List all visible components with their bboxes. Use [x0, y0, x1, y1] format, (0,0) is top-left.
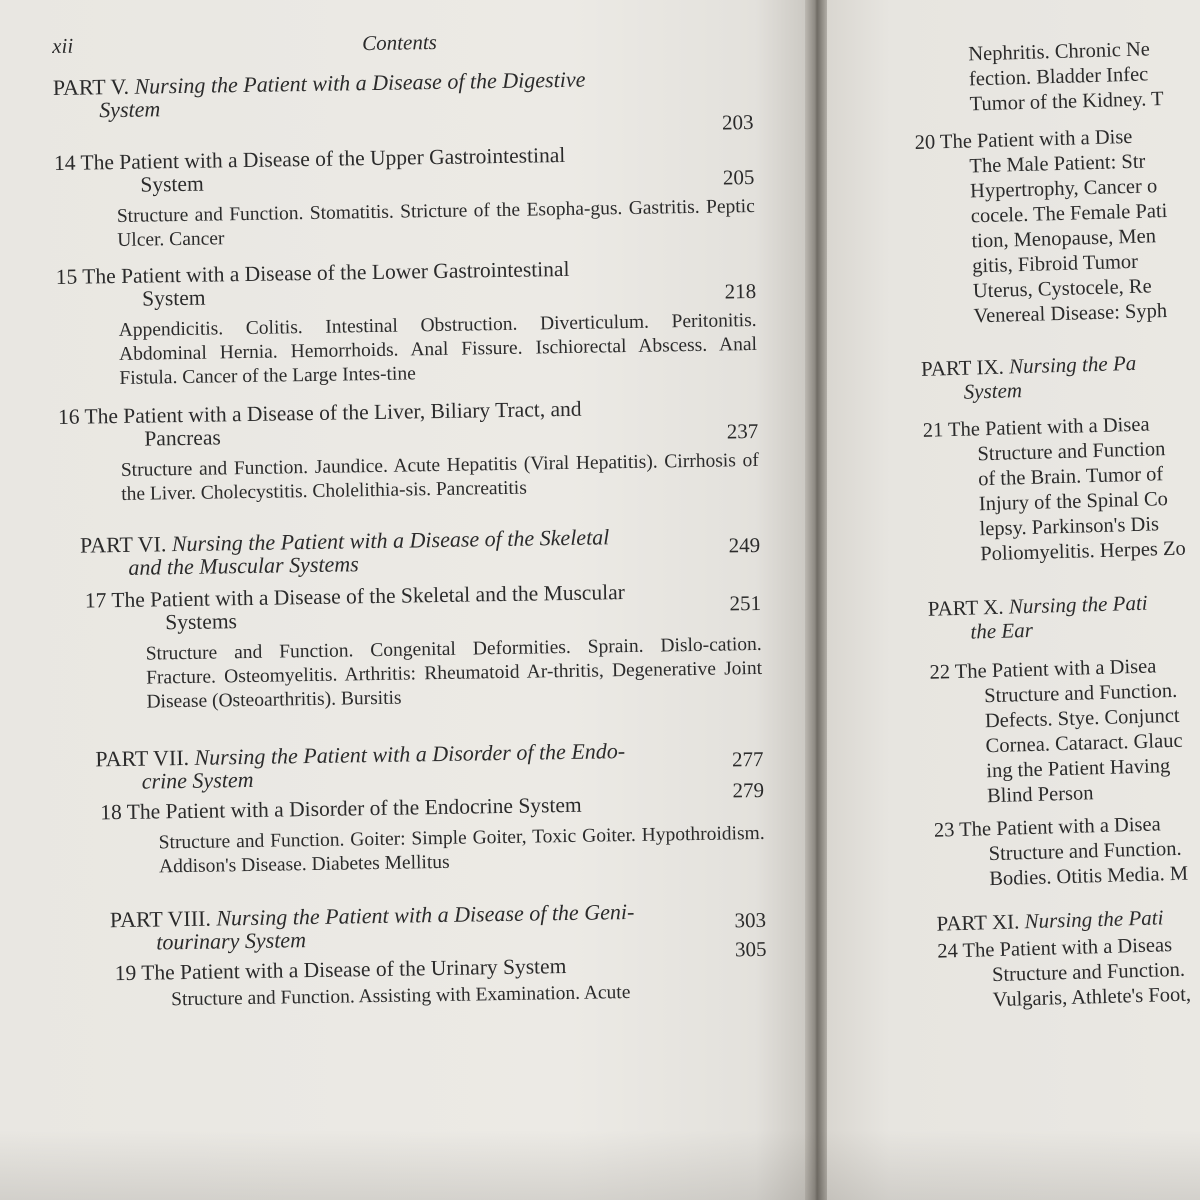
chapter-title: 20 The Patient with a Dise — [914, 125, 1133, 154]
page-ref: 218 — [724, 278, 757, 304]
topic-line: Bodies. Otitis Media. M — [989, 862, 1189, 891]
part-title-cont: and the Muscular Systems — [128, 551, 359, 580]
page-ref: 205 — [722, 164, 755, 190]
topic-line: Injury of the Spinal Co — [978, 488, 1169, 516]
part-vii-entry — [63, 737, 764, 794]
chapter-title: 24 The Patient with a Diseas — [937, 934, 1173, 963]
topic-line: Defects. Stye. Conjunct — [984, 704, 1180, 733]
chapter-title: 16 The Patient with a Disease of the Liver, Biliary Tract, and — [57, 396, 582, 429]
topic-line: ing the Patient Having — [986, 755, 1171, 783]
chapter-20-entry — [914, 119, 1200, 331]
topic-line: Blind Person — [986, 782, 1094, 808]
page-ref: 249 — [728, 532, 761, 558]
chapter-title: 14 The Patient with a Disease of the Upper Gastrointestinal — [53, 142, 566, 175]
page-ref: 303 — [734, 907, 767, 933]
chapter-14-entry — [54, 141, 755, 198]
part-v-entry — [53, 65, 754, 146]
chapter-title: 17 The Patient with a Disease of the Skeletal and the Muscular — [84, 580, 625, 613]
chapter-title: 22 The Patient with a Disea — [929, 655, 1157, 684]
topic-line: The Male Patient: Str — [969, 150, 1146, 178]
part-title-cont: the Ear — [970, 617, 1034, 644]
page-ref: 277 — [731, 746, 764, 772]
chapter-17-topics: Structure and Function. Congenital Deformities. Sprain. Dislo-cation. Fracture. Osteomyelitis. Arthritis: Rheumatoid Ar-thritis, Degenerative Joint Disease (Osteoarthritis). Bursitis — [145, 633, 763, 713]
part-title: Nursing the Patient with a Disorder of the Endo- — [194, 738, 626, 770]
part-title-cont: crine System — [141, 766, 254, 794]
page-ref: 279 — [732, 777, 765, 803]
chapter-21-entry — [922, 407, 1200, 569]
part-title-cont: System — [963, 378, 1023, 404]
part-ix-entry — [921, 345, 1200, 405]
part-title: Nursing the Pati — [1008, 590, 1148, 619]
topic-line: Structure and Function. — [988, 837, 1182, 866]
topic-line: Cornea. Cataract. Glauc — [985, 729, 1183, 758]
page-ref: 305 — [734, 936, 767, 962]
part-label: PART VIII. — [109, 905, 212, 933]
chapter-23-entry — [934, 807, 1200, 894]
chapter-14-topics: Structure and Function. Stomatitis. Stricture of the Esopha-gus. Gastritis. Peptic Ulcer. Cancer — [116, 195, 755, 251]
part-label: PART IX. — [920, 354, 1005, 381]
part-label: PART V. — [52, 73, 130, 100]
topic-line: fection. Bladder Infec — [968, 63, 1149, 91]
part-title: Nursing the Patient with a Disease of the Geni- — [216, 898, 635, 931]
chapter-17-entry — [61, 579, 762, 636]
part-label: PART X. — [927, 594, 1004, 621]
part-label: PART VII. — [95, 744, 190, 772]
chapter-16-entry — [58, 395, 759, 452]
part-vi-entry — [60, 523, 761, 580]
part-title: Nursing the Pa — [1008, 350, 1137, 379]
topic-line: Structure and Function. — [983, 679, 1178, 708]
chapter-18-entry — [64, 777, 765, 825]
page-number: xii — [52, 33, 74, 58]
chapter-16-topics: Structure and Function. Jaundice. Acute Hepatitis (Viral Hepatitis). Cirrhosis of the Liver. Cholecystitis. Cholelithia-sis. Pancreatitis — [120, 449, 759, 505]
page-ref: 251 — [729, 590, 762, 616]
topic-line: Structure and Function. — [991, 958, 1186, 987]
chapter-title-cont: Systems — [165, 609, 238, 635]
chapter-title-cont: Pancreas — [144, 425, 221, 451]
topic-line: Tumor of the Kidney. T — [969, 87, 1164, 116]
chapter-19-cont — [912, 32, 1200, 119]
chapter-19-topics: Structure and Function. Assisting with Examination. Acute — [171, 982, 631, 1011]
topic-line: Nephritis. Chronic Ne — [968, 38, 1151, 66]
right-page-clip — [822, 0, 1200, 1200]
chapter-title: 19 The Patient with a Disease of the Urinary System — [114, 954, 567, 986]
chapter-24-entry — [937, 928, 1200, 1015]
left-page-content — [52, 23, 767, 1014]
part-label: PART XI. — [936, 909, 1020, 936]
page-ref: 203 — [721, 109, 754, 135]
running-title: Contents — [361, 29, 438, 56]
chapter-18-topics: Structure and Function. Goiter: Simple Goiter, Toxic Goiter. Hypothroidism. Addison's Disease. Diabetes Mellitus — [158, 822, 765, 878]
topic-line: cocele. The Female Pati — [970, 199, 1168, 228]
bottom-shadow — [0, 1130, 1200, 1200]
part-title: Nursing the Pati — [1024, 905, 1164, 934]
topic-line: of the Brain. Tumor of — [977, 463, 1164, 491]
part-title: Nursing the Patient with a Disease of the Digestive — [134, 66, 586, 99]
part-label: PART VI. — [79, 531, 167, 558]
chapter-15-entry — [56, 255, 757, 312]
chapter-title-cont: System — [140, 171, 204, 197]
topic-line: Venereal Disease: Syph — [973, 299, 1168, 328]
chapter-title: 18 The Patient with a Disorder of the Endocrine System — [100, 792, 582, 825]
chapter-title: 23 The Patient with a Disea — [933, 813, 1161, 842]
topic-line: Structure and Function — [977, 438, 1166, 466]
topic-line: tion, Menopause, Men — [971, 225, 1157, 253]
page-ref: 237 — [726, 418, 759, 444]
part-viii-entry — [66, 898, 767, 955]
right-page-content — [912, 32, 1200, 1014]
topic-line: gitis, Fibroid Tumor — [971, 250, 1139, 278]
chapter-title: 15 The Patient with a Disease of the Lower Gastrointestinal — [55, 256, 570, 289]
chapter-title: 21 The Patient with a Disea — [922, 413, 1150, 442]
topic-line: Vulgaris, Athlete's Foot, — [992, 983, 1192, 1012]
topic-line: lepsy. Parkinson's Dis — [979, 513, 1160, 541]
part-title: Nursing the Patient with a Disease of the Skeletal — [171, 524, 610, 557]
topic-line: Hypertrophy, Cancer o — [969, 175, 1158, 203]
topic-line: Poliomyelitis. Herpes Zo — [979, 537, 1187, 566]
chapter-title-cont: System — [141, 285, 206, 311]
chapter-15-topics: Appendicitis. Colitis. Intestinal Obstruction. Diverticulum. Peritonitis. Abdominal Hernia. Hemorrhoids. Anal Fissure. Ischiorectal Abscess. Anal Fistula. Cancer of the Large Intes-tine — [118, 309, 758, 389]
part-xi-entry — [936, 900, 1200, 936]
chapter-22-entry — [929, 649, 1200, 811]
part-x-entry — [927, 585, 1200, 645]
part-title-cont: tourinary System — [156, 927, 307, 955]
part-title-cont: System — [98, 96, 161, 123]
topic-line: Uterus, Cystocele, Re — [972, 275, 1152, 303]
